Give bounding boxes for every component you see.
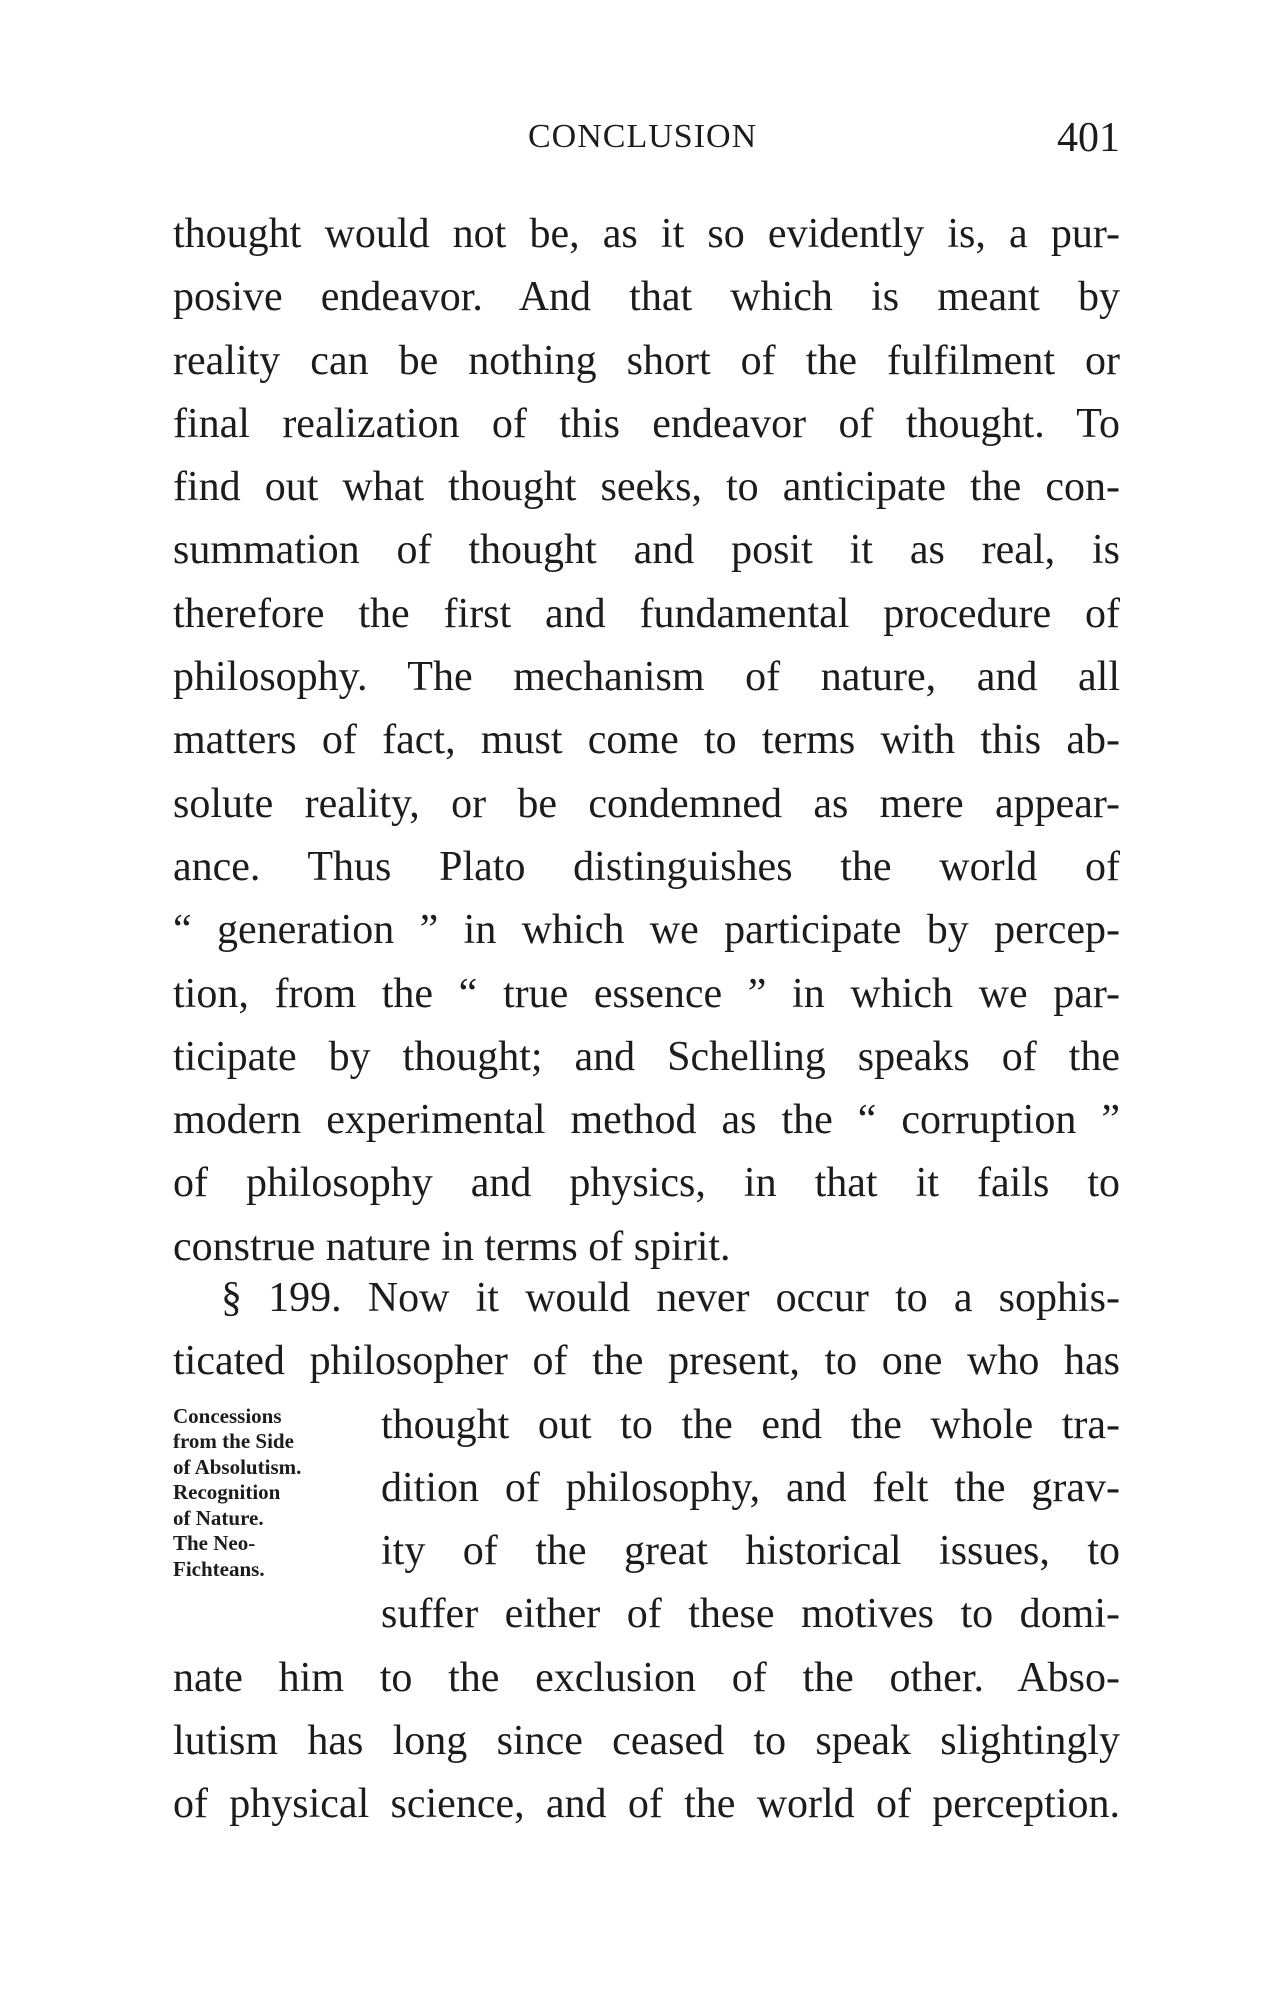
lines-beside-notes — [381, 1394, 1120, 1647]
text-line: thought out to the end the whole tra- — [381, 1401, 1120, 1448]
marginal-notes — [173, 1404, 373, 1583]
paragraph-1 — [173, 203, 1120, 1279]
text-line: suffer either of these motives to domi- — [381, 1591, 1120, 1638]
text-line: tion, from the “ true essence ” in which we par- — [173, 970, 1120, 1017]
text-line: find out what thought seeks, to anticipate the con- — [173, 464, 1120, 511]
text-line: final realization of this endeavor of thought. To — [173, 400, 1120, 447]
text-line: of philosophy and physics, in that it fails to — [173, 1160, 1120, 1207]
running-title: CONCLUSION — [528, 118, 758, 155]
text-line: reality can be nothing short of the fulfilment or — [173, 337, 1120, 384]
text-line: “ generation ” in which we participate by percep- — [173, 907, 1120, 954]
text-line: construe nature in terms of spirit. — [173, 1223, 731, 1270]
text-line: ticated philosopher of the present, to one who has — [173, 1338, 1120, 1385]
text-line: matters of fact, must come to terms with this ab- — [173, 717, 1120, 764]
marginal-note-line: Recognition — [173, 1480, 281, 1505]
text-line: therefore the first and fundamental procedure of — [173, 590, 1120, 637]
text-line: solute reality, or be condemned as mere appear- — [173, 780, 1120, 827]
marginal-note-line: Fichteans. — [173, 1556, 265, 1581]
marginal-note-line: from the Side — [173, 1429, 294, 1454]
marginal-note-line: of Absolutism. — [173, 1454, 302, 1479]
text-line: nate him to the exclusion of the other. Abso- — [173, 1654, 1120, 1701]
marginal-note-line: of Nature. — [173, 1505, 264, 1530]
paragraph-2 — [173, 1267, 1120, 1836]
text-line: philosophy. The mechanism of nature, and all — [173, 654, 1120, 701]
running-head — [173, 115, 1120, 168]
marginal-note-line: The Neo- — [173, 1531, 256, 1556]
text-line: posive endeavor. And that which is meant by — [173, 274, 1120, 321]
text-line: summation of thought and posit it as real, is — [173, 527, 1120, 574]
text-line: lutism has long since ceased to speak slightingly — [173, 1717, 1120, 1764]
text-line: thought would not be, as it so evidently is, a pur- — [173, 211, 1120, 257]
section-199-heading-line: § 199. Now it would never occur to a sophis- — [221, 1275, 1120, 1321]
text-line: ity of the great historical issues, to — [381, 1528, 1120, 1575]
text-line: of physical science, and of the world of perception. — [173, 1781, 1120, 1828]
marginal-note-line: Concessions — [173, 1403, 282, 1428]
side-note-block — [173, 1394, 1120, 1647]
text-line: ticipate by thought; and Schelling speaks of the — [173, 1033, 1120, 1080]
page-number: 401 — [1057, 115, 1120, 161]
text-line: dition of philosophy, and felt the grav- — [381, 1464, 1120, 1511]
text-line: modern experimental method as the “ corruption ” — [173, 1097, 1120, 1144]
text-line: ance. Thus Plato distinguishes the world of — [173, 843, 1120, 890]
